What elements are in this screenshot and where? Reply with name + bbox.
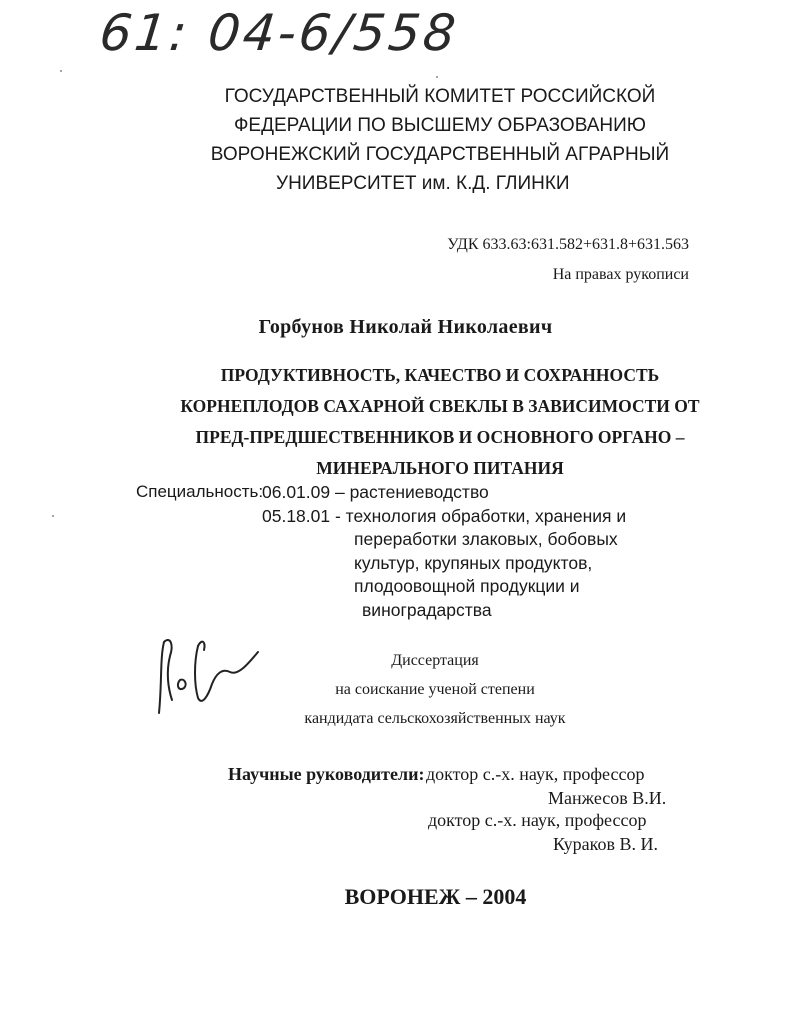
specialty-line-4: культур, крупяных продуктов, bbox=[354, 552, 593, 573]
dissertation-line-1: Диссертация bbox=[391, 652, 479, 669]
city-year: ВОРОНЕЖ – 2004 bbox=[344, 884, 527, 909]
specialty-list bbox=[262, 481, 626, 622]
scan-speck bbox=[60, 70, 62, 72]
supervisor-2-name: Кураков В. И. bbox=[553, 834, 658, 854]
scan-speck bbox=[52, 515, 54, 517]
supervisors-label: Научные руководители: bbox=[228, 764, 425, 784]
archive-number: 61: 04-6/558 bbox=[96, 4, 462, 62]
signature-icon bbox=[150, 628, 270, 728]
udk-code: УДК 633.63:631.582+631.8+631.563 bbox=[447, 236, 689, 253]
specialty-label: Специальность: bbox=[136, 482, 264, 501]
specialty-line-5: плодоовощной продукции и bbox=[354, 576, 580, 596]
scan-speck bbox=[436, 76, 438, 78]
dissertation-line-2: на соискание ученой степени bbox=[335, 681, 535, 698]
supervisor-2-degree: доктор с.-х. наук, профессор bbox=[428, 810, 647, 830]
author-name: Горбунов Николай Николаевич bbox=[258, 316, 553, 338]
specialty-line-2: 05.18.01 - технология обработки, хранения и bbox=[262, 505, 627, 526]
title-line-3: ПРЕД-ПРЕДШЕСТВЕННИКОВ И ОСНОВНОГО ОРГАНО – bbox=[195, 427, 685, 447]
title-line-1: ПРОДУКТИВНОСТЬ, КАЧЕСТВО И СОХРАННОСТЬ bbox=[220, 365, 660, 385]
dissertation-block bbox=[280, 646, 590, 733]
organization-line-3: ВОРОНЕЖСКИЙ ГОСУДАРСТВЕННЫЙ АГРАРНЫЙ bbox=[210, 144, 670, 165]
title-line-2: КОРНЕПЛОДОВ САХАРНОЙ СВЕКЛЫ В ЗАВИСИМОСТИ ОТ bbox=[180, 396, 700, 416]
supervisor-1-name: Манжесов В.И. bbox=[548, 788, 667, 808]
organization-header bbox=[180, 82, 700, 198]
organization-line-1: ГОСУДАРСТВЕННЫЙ КОМИТЕТ РОССИЙСКОЙ bbox=[224, 86, 656, 107]
specialty-line-1: 06.01.09 – растениеводство bbox=[262, 482, 489, 502]
supervisor-1-degree: доктор с.-х. наук, профессор bbox=[426, 764, 645, 784]
title-line-4: МИНЕРАЛЬНОГО ПИТАНИЯ bbox=[316, 458, 564, 478]
organization-line-4: УНИВЕРСИТЕТ им. К.Д. ГЛИНКИ bbox=[276, 173, 570, 194]
rights-notice: На правах рукописи bbox=[552, 266, 689, 283]
specialty-line-6: виноградарства bbox=[362, 599, 492, 620]
organization-line-2: ФЕДЕРАЦИИ ПО ВЫСШЕМУ ОБРАЗОВАНИЮ bbox=[233, 115, 646, 136]
specialty-line-3: переработки злаковых, бобовых bbox=[354, 529, 618, 549]
dissertation-line-3: кандидата сельскохозяйственных наук bbox=[304, 710, 566, 727]
dissertation-title bbox=[90, 360, 790, 484]
